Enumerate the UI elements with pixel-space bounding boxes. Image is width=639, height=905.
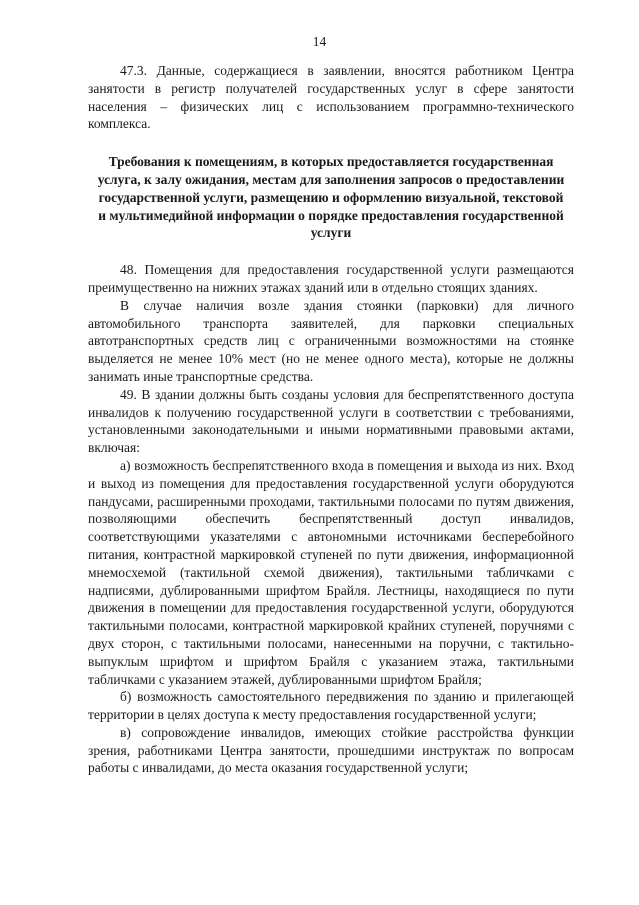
paragraph-49: 49. В здании должны быть созданы условия для беспрепятственного доступа инвалидов к получению государственной услуги в соответствии с требованиями, установленными законодательными и иными нормативными правовыми актами, включая: <box>88 386 574 456</box>
list-item-b: б) возможность самостоятельного передвижения по зданию и прилегающей территории в целях доступа к месту предоставления государственной услуги; <box>88 689 574 723</box>
page-number: 14 <box>312 34 327 49</box>
paragraph-48: 48. Помещения для предоставления государственной услуги размещаются преимущественно на нижних этажах зданий или в отдельно стоящих зданиях. <box>88 262 574 295</box>
paragraph-parking: В случае наличия возле здания стоянки (парковки) для личного автомобильного транспорта заявителей, для парковки специальных автотранспортных средств лиц с ограниченными возможностями на стоянке выделяется не менее 10% мест (но не менее одного места), которые не должны занимать иные транспортные средства. <box>88 297 574 384</box>
document-body <box>88 62 574 777</box>
paragraph-47-3: 47.3. Данные, содержащиеся в заявлении, вносятся работником Центра занятости в регистр получателей государственных услуг в сфере занятости населения – физических лиц с использованием программно-технического комплекса. <box>88 63 574 132</box>
list-item-v: в) сопровождение инвалидов, имеющих стойкие расстройства функции зрения, работниками Центра занятости, прошедшими инструктаж по вопросам работы с инвалидами, до места оказания государственной услуги; <box>88 724 574 776</box>
list-item-a: а) возможность беспрепятственного входа в помещения и выхода из них. Вход и выход из помещения для предоставления государственной услуги оборудуются пандусами, расширенными проходами, тактильными полосами по путям движения, позволяющими обеспечить беспрепятственный доступ инвалидов, соответствующими указателями с автономными источниками бесперебойного питания, контрастной маркировкой ступеней по пути движения, информационной мнемосхемой (тактильной схемой движения), тактильными табличками с надписями, дублированными шрифтом Брайля. Лестницы, находящиеся по пути движения в помещении для предоставления государственной услуги, оборудуются тактильными полосами, контрастной маркировкой крайних ступеней, поручнями с двух сторон, с тактильными полосами, нанесенными на поручни, с тактильно-выпуклым шрифтом и шрифтом Брайля с указанием этажа, тактильными табличками с указанием этажей, дублированными шрифтом Брайля; <box>88 457 574 687</box>
section-heading: Требования к помещениям, в которых предоставляется государственная услуга, к залу ожидания, местам для заполнения запросов о предоставлении государственной услуги, размещению и оформлению визуальной, текстовой и мультимедийной информации о порядке предоставления государственной услуги <box>97 154 565 241</box>
